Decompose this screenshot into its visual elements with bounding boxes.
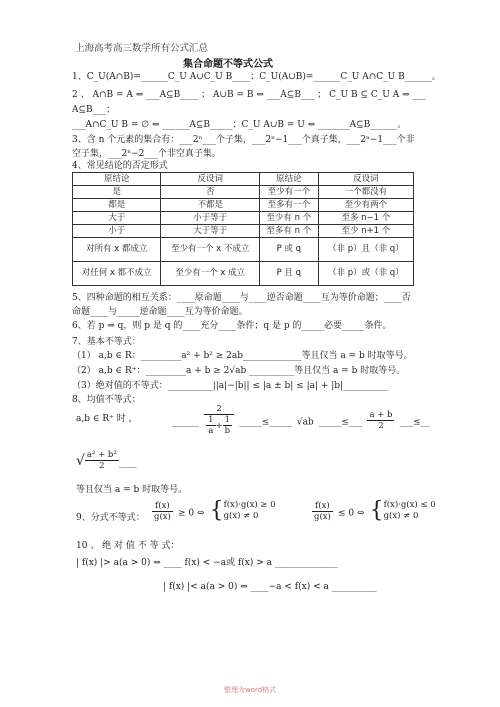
- table-cell: 至少有两个: [318, 199, 413, 212]
- table-cell: 至少 n+1 个: [318, 225, 413, 238]
- formula-line-8: 8、均值不等式：: [72, 395, 141, 405]
- table-cell: 都是: [73, 199, 161, 212]
- table-header-cell: 反设词: [318, 173, 413, 186]
- table-row: [73, 199, 414, 212]
- table-cell: （非 p）且（非 q）: [318, 238, 413, 262]
- table-cell: 是: [73, 186, 161, 199]
- formula-line-9: 9、分式不等式：: [76, 513, 145, 523]
- table-cell: 否: [161, 186, 259, 199]
- fraction-inequality-le: $\frac{f(x)}{g(x)}$ ≤ 0 ⇔ { f(x)·g(x) ≤ 0 g(x) ≠ 0: [314, 498, 436, 523]
- formula-line-7-3: （3）绝对值的不等式：__________||a|−|b|| ≤ |a ± b| ≤ |a| + |b|__________: [72, 381, 389, 391]
- le-sign: ≤: [261, 417, 270, 428]
- formula-line-10: 10 、 绝 对 值 不 等 式：: [76, 541, 180, 551]
- geometric-mean: √ab: [296, 417, 314, 428]
- formula-line-7-1: （1） a,b ∈ R：_________a² + b² ≥ 2ab_____________等且仅当 a = b 时取等号。: [72, 351, 413, 361]
- formula-line-10-2: | f(x) |< a(a > 0) ⇔ ____−a < f(x) < a __________: [163, 582, 377, 592]
- formula-line-5a: 5、四种命题的相互关系：____原命题____与____逆否命题____互为等价命题；____否: [72, 293, 411, 303]
- table-cell: 至少有一个 x 不成立: [161, 238, 259, 262]
- table-row: [73, 212, 414, 225]
- negation-table: [72, 172, 414, 286]
- table-cell: 对任何 x 都不成立: [73, 262, 161, 286]
- page-footer: 整理为word格式: [224, 686, 277, 694]
- doc-header: 上海高考高三数学所有公式汇总: [75, 43, 209, 54]
- table-cell: P 且 q: [259, 262, 318, 286]
- fraction-inequality-ge: $\frac{f(x)}{g(x)}$ ≥ 0 ⇔ { f(x)·g(x) ≥ 0 g(x) ≠ 0: [154, 498, 276, 523]
- table-cell: 大于等于: [161, 225, 259, 238]
- table-header-cell: 反设词: [161, 173, 259, 186]
- table-cell: 至多有一个: [259, 199, 318, 212]
- harmonic-mean-fraction: 2 $\frac{1}{a}$ + $\frac{1}{b}$: [204, 404, 234, 436]
- table-cell: 对所有 x 都成立: [73, 238, 161, 262]
- table-row: [73, 225, 414, 238]
- table-cell: 至多有 n 个: [259, 225, 318, 238]
- table-cell: 一个都没有: [318, 186, 413, 199]
- formula-line-2b: A⊆B___；: [72, 105, 116, 115]
- table-row: [73, 238, 414, 262]
- mean-inequality-chain: ______ 2 $\frac{1}{a}$ + $\frac{1}{b}$ _____≤_____ √ab _____≤___ $\frac{a + b}{2}$ ___≤__: [172, 404, 430, 436]
- table-row: [73, 186, 414, 199]
- formula-line-3a: 3、含 n 个元素的集合有：___2ⁿ___个子集，___2ⁿ−1___个真子集，___2ⁿ−1___个非: [72, 135, 415, 145]
- formula-line-7-2: （2） a,b ∈ R⁺：_________a + b ≥ 2√ab __________等且仅当 a = b 时取等号。: [72, 366, 406, 376]
- table-cell: 至多 n−1 个: [318, 212, 413, 225]
- table-cell: 至少有一个: [259, 186, 318, 199]
- le-sign: ≤: [341, 417, 349, 428]
- formula-line-7: 7、基本不等式：: [72, 337, 141, 347]
- formula-line-3b: 空子集，___2ⁿ−2___个非空真子集。: [72, 149, 221, 159]
- table-cell: 不都是: [161, 199, 259, 212]
- arithmetic-mean-fraction: $\frac{a + b}{2}$: [369, 409, 393, 431]
- table-cell: （非 p）或（非 q）: [318, 262, 413, 286]
- table-header-cell: 原结论: [259, 173, 318, 186]
- section-title: 集合命题不等式公式: [183, 59, 273, 70]
- rms-mean: √ $\frac{\text{a² + b²}}{2}$ ____: [76, 450, 137, 471]
- mean-condition: a,b ∈ R⁺ 时 ，: [76, 414, 138, 424]
- table-cell: P 或 q: [259, 238, 318, 262]
- formula-line-5b: 命题____与_____逆命题____互为等价命题。: [72, 307, 248, 317]
- table-cell: 至少有 n 个: [259, 212, 318, 225]
- formula-line-6: 6、若 p ⇒ q，则 p 是 q 的____充分____条件；q 是 p 的_____必要_____条件。: [72, 321, 392, 331]
- formula-line-4: 4、常见结论的否定形式: [72, 161, 168, 171]
- table-cell: 小于: [73, 225, 161, 238]
- le-sign: ≤: [413, 417, 421, 428]
- formula-line-1: 1、C_U(A∩B)=______C_U A∪C_U B____；C_U(A∪B)=______C_U A∩C_U B______。: [72, 72, 441, 82]
- table-header-row: [73, 173, 414, 186]
- table-row: [73, 262, 414, 286]
- table-cell: 小于等于: [161, 212, 259, 225]
- table-cell: 大于: [73, 212, 161, 225]
- mean-equality-note: 等且仅当 a = b 时取等号。: [76, 485, 188, 495]
- table-cell: 至少有一个 x 成立: [161, 262, 259, 286]
- formula-line-2c: ___A∩C_U B = ∅ ⇔ ______A⊆B_____；C_U A∪B = U ⇔ _______A⊆B______。: [72, 120, 407, 130]
- formula-line-10-1: | f(x) |> a(a > 0) ⇔ ____ f(x) < −a或 f(x) > a ______________: [76, 558, 338, 568]
- formula-line-2a: 2 、 A∩B = A ⇔ ___A⊆B____ ； A∪B = B ⇔ ___A⊆B___ ； C_U B ⊆ C_U A ⇔ ___: [72, 90, 426, 100]
- table-header-cell: 原结论: [73, 173, 161, 186]
